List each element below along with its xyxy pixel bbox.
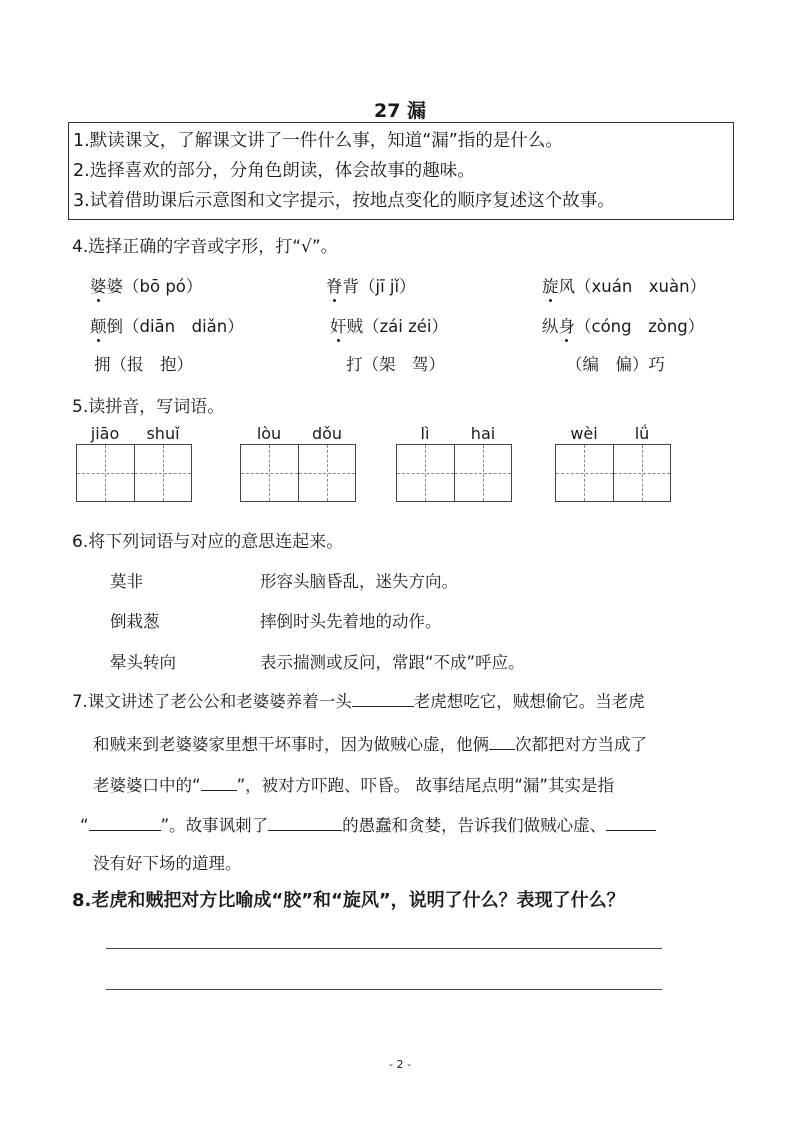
answer-line[interactable] (106, 989, 662, 990)
answer-line[interactable] (106, 948, 662, 949)
dot-char: 旋 (542, 277, 559, 296)
pinyin-syllable: jiāo (90, 424, 120, 443)
goal-1: 1.默读课文，了解课文讲了一件什么事，知道“漏”指的是什么。 (73, 131, 563, 151)
q5-prompt: 5.读拼音，写词语。 (72, 397, 225, 417)
q7-line-5: 没有好下场的道理。 (93, 854, 242, 873)
q7-line-3: 老婆婆口中的“ ”，被对方吓跑、吓昏。 故事结尾点明“漏”其实是指 (93, 776, 614, 795)
dot-char: 身 (558, 317, 575, 336)
writing-grid[interactable] (555, 444, 671, 502)
fill-blank[interactable] (201, 789, 237, 791)
q4-item[interactable]: 奸贼（zái zéi） (330, 317, 448, 336)
q4-item[interactable]: 婆婆（bō pó） (90, 277, 203, 296)
dot-char: 婆 (90, 277, 107, 296)
q7-line-1: 7.课文讲述了老公公和老婆婆养着一头 老虎想吃它，贼想偷它。当老虎 (72, 692, 645, 711)
q6-word[interactable]: 倒栽葱 (110, 612, 160, 631)
goal-3: 3.试着借助课后示意图和文字提示，按地点变化的顺序复述这个故事。 (73, 191, 615, 211)
q6-prompt: 6.将下列词语与对应的意思连起来。 (72, 532, 344, 552)
pinyin-syllable: shuǐ (146, 424, 180, 443)
dot-char: 颠 (90, 317, 107, 336)
q6-meaning[interactable]: 表示揣测或反问，常跟“不成”呼应。 (260, 653, 525, 672)
page-number: - 2 - (389, 1058, 411, 1071)
dot-char: 脊 (326, 277, 343, 296)
q4-item[interactable]: 打（架 驾） (346, 355, 445, 374)
q7-line-2: 和贼来到老婆婆家里想干坏事时，因为做贼心虚，他俩 次都把对方当成了 (93, 735, 647, 754)
fill-blank[interactable] (489, 748, 515, 750)
fill-blank[interactable] (352, 705, 414, 707)
q4-item[interactable]: （编 偏）巧 (566, 355, 665, 374)
writing-grid[interactable] (240, 444, 356, 502)
q7-line-4: “ ”。故事讽刺了 的愚蠢和贪婪，告诉我们做贼心虚、 (80, 812, 656, 836)
pinyin-syllable: lòu (256, 424, 282, 443)
writing-grid[interactable] (76, 444, 192, 502)
q4-prompt: 4.选择正确的字音或字形，打“√”。 (72, 237, 338, 257)
pinyin-syllable: hai (470, 424, 496, 443)
q4-item[interactable]: 脊背（jī jǐ） (326, 277, 416, 296)
q6-meaning[interactable]: 摔倒时头先着地的动作。 (260, 612, 442, 631)
q6-word[interactable]: 晕头转向 (110, 653, 176, 672)
q4-item[interactable]: 纵身（cóng zòng） (542, 317, 705, 336)
q6-word[interactable]: 莫非 (110, 572, 143, 591)
q4-item[interactable]: 拥（报 抱） (94, 355, 193, 374)
q6-meaning[interactable]: 形容头脑昏乱，迷失方向。 (260, 572, 458, 591)
goal-2: 2.选择喜欢的部分，分角色朗读，体会故事的趣味。 (73, 161, 475, 181)
q4-item[interactable]: 颠倒（diān diǎn） (90, 317, 244, 336)
pinyin-syllable: lì (420, 424, 430, 443)
pinyin-syllable: dǒu (311, 424, 343, 443)
page-title: 27 漏 (373, 100, 427, 122)
learning-goals-box (68, 122, 734, 220)
pinyin-syllable: wèi (570, 424, 598, 443)
pinyin-syllable: lǘ (634, 424, 650, 443)
q4-item[interactable]: 旋风（xuán xuàn） (542, 277, 707, 296)
dot-char: 奸 (330, 317, 347, 336)
writing-grid[interactable] (396, 444, 512, 502)
fill-blank[interactable] (89, 829, 161, 831)
fill-blank[interactable] (606, 829, 656, 831)
q8-prompt: 8.老虎和贼把对方比喻成“胶”和“旋风”，说明了什么？表现了什么？ (72, 890, 625, 911)
fill-blank[interactable] (268, 829, 342, 831)
